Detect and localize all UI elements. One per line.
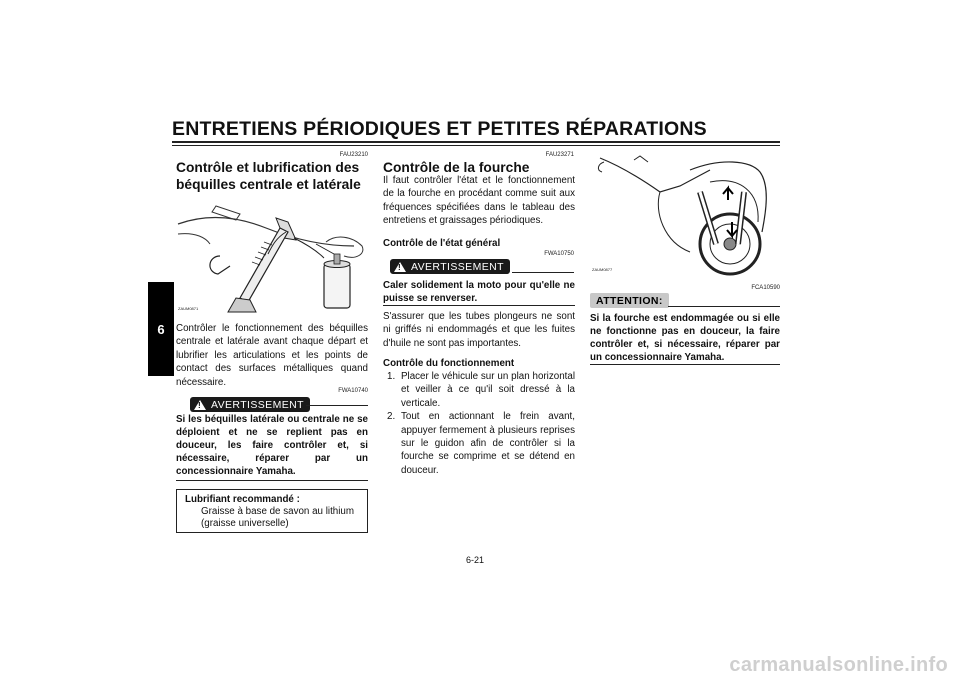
lubricant-line2: (graisse universelle): [201, 518, 289, 529]
list-item: [383, 410, 575, 477]
attention-badge: ATTENTION:: [590, 293, 669, 308]
body-bequilles: Contrôler le fonctionnement des béquilles centrale et latérale avant chaque départ et lubrifier les articulations et les points de contact des surfaces métalliques quand nécessaire.: [176, 323, 368, 388]
lubricant-line1: Graisse à base de savon au lithium: [201, 506, 355, 517]
header-rule-thin: [172, 145, 780, 146]
subheading-etat: Contrôle de l'état général: [383, 238, 501, 249]
lubricant-title: Lubrifiant recommandé :: [185, 494, 300, 505]
warning-label: AVERTISSEMENT: [211, 398, 304, 411]
intro-fourche: Il faut contrôler l'état et le fonctionnement de la fourche en procédant comme suit aux fréquences spécifiées dans le tableau des entretiens et graissages périodiques.: [383, 175, 575, 227]
subheading-fonctionnement: Contrôle du fonctionnement: [383, 358, 515, 369]
section-code: FAU23210: [339, 152, 368, 158]
check-text: S'assurer que les tubes plongeurs ne sont ni griffés ni endommagés et que les fuites d'huile ne sont pas importantes.: [383, 311, 575, 349]
watermark: carmanualsonline.info: [729, 654, 948, 676]
chapter-tab: 6: [148, 282, 174, 376]
figure-code-fork: ZAUM0877: [592, 267, 613, 272]
attention-rule: [668, 306, 780, 307]
warning-triangle-icon: !: [394, 262, 406, 272]
attention-end-rule: [590, 364, 780, 365]
section-title-fourche: Contrôle de la fourche: [383, 160, 530, 175]
warning-triangle-icon: !: [194, 400, 206, 410]
fork-illustration: [590, 152, 780, 278]
section-title-line1: Contrôle et lubrification des: [176, 160, 360, 175]
warning-label-fourche: AVERTISSEMENT: [411, 260, 504, 273]
section-code-fourche: FAU23271: [545, 152, 574, 158]
warning-code-fourche: FWA10750: [544, 251, 574, 257]
attention-text: Si la fourche est endommagée ou si elle ne fonctionne pas en douceur, la faire contrôler et, si nécessaire, réparer par un concessionnaire Yamaha.: [590, 313, 780, 363]
step-text: Placer le véhicule sur un plan horizontal et veiller à ce qu'il soit dressé à la verticale.: [401, 371, 575, 409]
warning-rule: [306, 405, 368, 406]
warning-badge: [190, 397, 310, 412]
kickstand-illustration: [176, 194, 370, 318]
warning-end-rule: [176, 480, 368, 481]
attention-code: FCA10590: [751, 285, 780, 291]
step-number: 1.: [387, 371, 396, 382]
warning-rule-fourche: [512, 272, 574, 273]
lubricant-box: [176, 489, 368, 533]
warning-code: FWA10740: [338, 388, 368, 394]
section-title-bequilles: [176, 159, 376, 193]
step-text: Tout en actionnant le frein avant, appuyer fermement à plusieurs reprises sur le guidon afin de contrôler si la fourche se comprime et se détend en douceur.: [401, 411, 575, 476]
warning-badge-fourche: [390, 259, 510, 274]
figure-code: ZAUM0871: [178, 306, 199, 311]
section-title-line2: béquilles centrale et latérale: [176, 177, 361, 192]
list-item: [383, 370, 575, 410]
page-number: 6-21: [466, 555, 485, 565]
step-number: 2.: [387, 411, 396, 423]
page-header-title: ENTRETIENS PÉRIODIQUES ET PETITES RÉPARATIONS: [172, 118, 707, 140]
header-rule: [172, 141, 780, 143]
warning-text-fourche: Caler solidement la moto pour qu'elle ne puisse se renverser.: [383, 280, 575, 304]
warning-text: Si les béquilles latérale ou centrale ne se déploient et ne se replient pas en douceur, les faire contrôler et, si nécessaire, réparer par un concessionnaire Yamaha.: [176, 414, 368, 477]
steps-list: [383, 370, 575, 477]
warning-end-rule-fourche: [383, 305, 575, 306]
